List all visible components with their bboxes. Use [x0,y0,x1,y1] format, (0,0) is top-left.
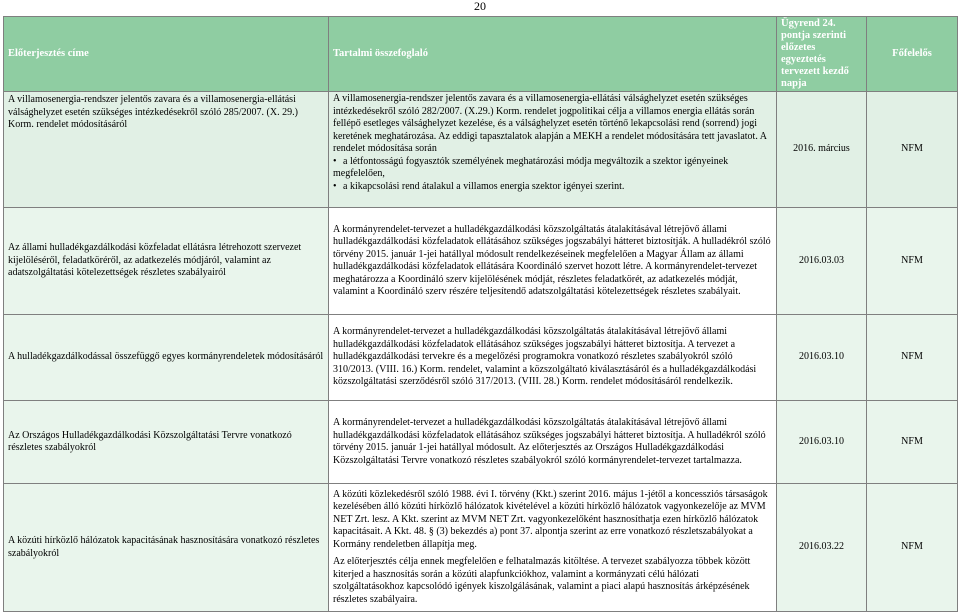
header-due-date: Ügyrend 24. pontja szerinti előzetes egyeztetés tervezett kezdő napja [777,17,867,92]
summary-bullet: • a kikapcsolási rend átalakul a villamos energia szektor igényei szerint. [333,181,772,194]
table-row [4,484,958,612]
legislation-plan-table [3,16,958,612]
row-due-date: 2016.03.10 [777,315,867,401]
header-title: Előterjesztés címe [4,17,329,92]
summary-paragraph: A kormányrendelet-tervezet a hulladékgazdálkodási közszolgáltatás átalakításával létrejövő állami hulladékgazdálkodási közfeladatok ellátásához szükséges jogszabályi hátteret biztosítja. A hulladékról szóló törvény 2015. január 1-jei hatállyal módosult. Az előterjesztés az Országos Hulladékgazdálkodási Közszolgáltatási Tervre vonatkozó részletes szabályokról szóló kormányrendelet-tervezet tartalmazza. [333,417,766,466]
row-responsible: NFM [867,92,958,208]
row-summary [329,484,777,612]
row-responsible: NFM [867,484,958,612]
row-due-date: 2016.03.10 [777,401,867,484]
table-row [4,401,958,484]
row-summary [329,208,777,315]
summary-paragraph: A közúti közlekedésről szóló 1988. évi I. törvény (Kkt.) szerint 2016. május 1-jétől a koncessziós társaságok kezelésében álló közúti hírközlő hálózatok kivételével a közúti hírközlő hálózatok vagyonkezelője az MVM NET Zrt. lesz. A Kkt. szerint az MVM NET Zrt. vagyonkezelőként hasznosíthatja ezen hírközlő hálózatok kapacitásait. A Kkt. 48. § (3) bekezdés a) pont 37. alpontja szerint az erre vonatkozó részletszabályokat a Kormány rendeletben állapítja meg. [333,488,768,550]
summary-paragraph: A villamosenergia-rendszer jelentős zavara és a villamosenergia-ellátási válsághelyzet esetén szükséges intézkedésekről szóló 282/2007. (X.29.) Korm. rendelet jogpolitikai célja a villamos energia ellátás során fellépő esetleges válsághelyzet kezelése, és a válsághelyzet esetén történő lekapcsolási rend (sorrend) jogi keretének meghatározása. Az eddigi tapasztalatok alapján a MEKH a rendelet módosítására tett javaslatot. A rendelet módosítása során [333,93,767,154]
row-title: A hulladékgazdálkodással összefüggő egyes kormányrendeletek módosításáról [4,315,329,401]
summary-bullet: • a létfontosságú fogyasztók személyének meghatározási módja megváltozik a szektor igényeinek megfelelően, [333,156,772,181]
summary-paragraph: A kormányrendelet-tervezet a hulladékgazdálkodási közszolgáltatás átalakításával létrejövő állami hulladékgazdálkodási közfeladatok ellátásához szükséges jogszabályi hátteret biztosítják. A hulladékról szóló törvény 2015. január 1-jei hatállyal módosult rendelkezéseinek megfelelően a Magyar Állam az állami hulladékgazdálkodási közfeladatok ellátására Koordináló szervet hozott létre. A kormányrendelet-tervezet meghatározza a Koordináló szerv kijelölésének módját, részletes feladatkörét, az adatkezelés módját, valamint a Koordináló szerv részére teljesítendő adatszolgáltatási kötelezettségek részletes szabályait. [333,223,771,297]
header-responsible: Főfelelős [867,17,958,92]
row-title: Az Országos Hulladékgazdálkodási Közszolgáltatási Tervre vonatkozó részletes szabályokról [4,401,329,484]
row-due-date: 2016.03.22 [777,484,867,612]
row-title: Az állami hulladékgazdálkodási közfeladat ellátásra létrehozott szervezet kijelöléséről, feladatköréről, az adatkezelés módjáról, valamint az adatszolgáltatási kötelezettségek részletes szabályairól [4,208,329,315]
table-header-row [4,17,958,92]
summary-paragraph: Az előterjesztés célja ennek megfelelően e felhatalmazás kitöltése. A tervezet szabályozza többek között kiterjed a hasznosítás során a közúti alapfunkciókhoz, valamint a kormányzati célú hálózati szolgáltatásokhoz kapcsolódó igények kiszolgálásának, valamint a piaci alapú hasznosítás árképzésének részletes szabályaira. [333,556,751,605]
summary-paragraph: A kormányrendelet-tervezet a hulladékgazdálkodási közszolgáltatás átalakításával létrejövő állami hulladékgazdálkodási közfeladatok ellátásához szükséges jogszabályi hátteret biztosítja. A tervezet a hulladékgazdálkodási tervekre és a megelőzési programokra vonatkozó részletes szabályokról szóló 310/2013. (VIII. 16.) Korm. rendelet, valamint a közszolgáltató kiválasztásáról és a hulladékgazdálkodási közszolgáltatási szerződésről szóló 317/2013. (VIII. 28.) Korm. rendelet módosításáról rendelkezik. [333,326,757,388]
row-responsible: NFM [867,208,958,315]
row-summary [329,401,777,484]
table-row [4,208,958,315]
table-row [4,315,958,401]
summary-bullet-list [333,156,772,194]
row-responsible: NFM [867,315,958,401]
table-row [4,92,958,208]
row-due-date: 2016.03.03 [777,208,867,315]
row-summary [329,315,777,401]
row-responsible: NFM [867,401,958,484]
row-due-date: 2016. március [777,92,867,208]
row-title: A közúti hírközlő hálózatok kapacitásának hasznosítására vonatkozó részletes szabályokról [4,484,329,612]
header-summary: Tartalmi összefoglaló [329,17,777,92]
row-summary [329,92,777,208]
row-title: A villamosenergia-rendszer jelentős zavara és a villamosenergia-ellátási válsághelyzet esetén szükséges intézkedésekről szóló 285/2007. (X. 29.) Korm. rendelet módosításáról [4,92,329,208]
page-number: 20 [474,0,486,13]
